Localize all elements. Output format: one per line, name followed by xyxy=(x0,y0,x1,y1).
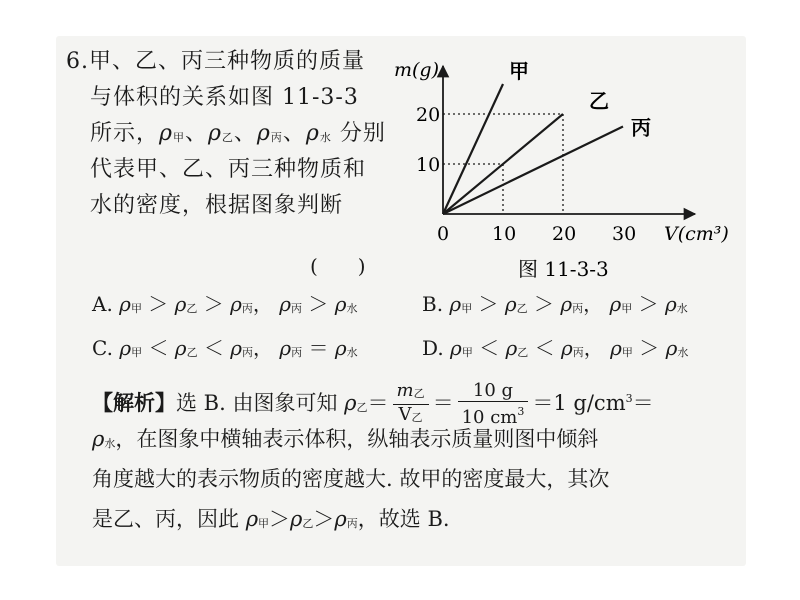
question-text xyxy=(66,44,386,224)
option-a[interactable]: A. ρ甲 ＞ ρ乙 ＞ ρ丙， ρ丙 ＞ ρ水 xyxy=(92,292,358,316)
option-d[interactable]: D. ρ甲 ＜ ρ乙 ＜ ρ丙， ρ甲 ＞ ρ水 xyxy=(422,336,689,360)
analysis-tag: 【解析】 xyxy=(92,390,176,415)
option-c[interactable]: C. ρ甲 ＜ ρ乙 ＜ ρ丙， ρ丙 ＝ ρ水 xyxy=(92,336,358,360)
y-tick-0: 10 xyxy=(416,154,441,176)
x-tick-1: 20 xyxy=(552,223,577,245)
question-line-1: 6.甲、乙、丙三种物质的质量 xyxy=(66,49,366,74)
series-label-0: 甲 xyxy=(509,59,529,83)
y-tick-labels xyxy=(416,104,440,176)
x-tick-0: 10 xyxy=(492,223,517,245)
question-number: 6. xyxy=(66,49,89,74)
figure-caption: 图 11-3-3 xyxy=(518,257,609,281)
question-line-5: 水的密度，根据图象判断 xyxy=(90,193,344,218)
y-axis-label: m(g) xyxy=(394,59,440,81)
option-b[interactable]: B. ρ甲 ＞ ρ乙 ＞ ρ丙， ρ甲 ＞ ρ水 xyxy=(422,292,688,316)
question-line-2: 与体积的关系如图 11-3-3 xyxy=(90,85,359,110)
analysis-line-4: 是乙、丙，因此 ρ甲＞ρ乙＞ρ丙，故选 B. xyxy=(92,507,450,531)
analysis-line-1: 【解析】选 B. 由图象可知 ρ乙＝ $\frac{\text{m乙}}{\text{V乙}}$ ＝ $\frac{10 g}{10 cm^3}$ ＝1 $g/cm^3=$ xyxy=(92,380,654,428)
analysis xyxy=(92,380,742,540)
series-label-2: 丙 xyxy=(631,115,651,140)
series-label-1: 乙 xyxy=(589,89,609,113)
y-tick-1: 20 xyxy=(416,104,441,126)
x-tick-2: 30 xyxy=(612,223,637,245)
question-line-3: 所示，ρ甲、ρ乙、ρ丙、ρ水 分别 xyxy=(90,121,386,146)
answer-parentheses: ( ) xyxy=(310,254,366,278)
origin-label: 0 xyxy=(437,223,450,245)
x-tick-labels xyxy=(492,223,636,245)
question-line-4: 代表甲、乙、丙三种物质和 xyxy=(90,157,367,182)
series-line-0 xyxy=(443,84,503,214)
series-labels xyxy=(509,59,651,140)
analysis-line-2: ρ水，在图象中横轴表示体积，纵轴表示质量则图中倾斜 xyxy=(92,427,599,451)
fraction-m-over-v: $\frac{\text{m乙}}{\text{V乙}}$ xyxy=(393,381,429,428)
mass-volume-figure xyxy=(390,44,750,284)
fraction-values: $\frac{10 g}{10 cm^3}$ xyxy=(458,381,529,428)
x-axis-label: V(cm³) xyxy=(664,223,729,245)
analysis-line-3: 角度越大的表示物质的密度越大. 故甲的密度最大，其次 xyxy=(92,467,610,491)
